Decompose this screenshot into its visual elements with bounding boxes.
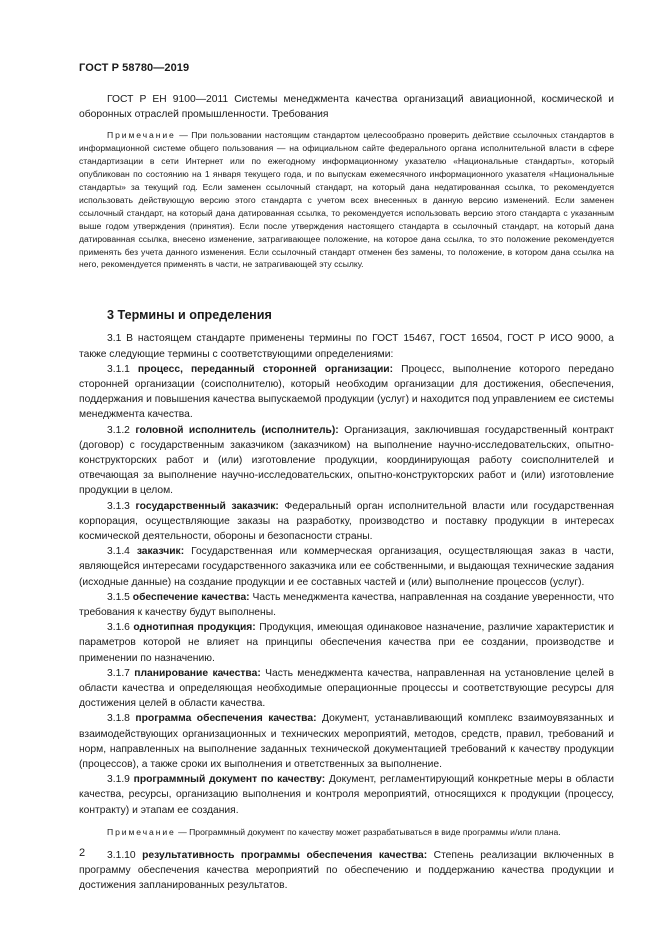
term-entry <box>79 848 614 894</box>
term-number: 3.1.8 <box>107 713 130 725</box>
note-reference-check <box>79 129 614 271</box>
term-number: 3.1.5 <box>107 591 130 603</box>
term-name: программа обеспечения качества: <box>135 713 317 725</box>
term-number: 3.1.3 <box>107 500 130 512</box>
note-label: Примечание <box>107 130 176 141</box>
term-entry <box>79 666 614 712</box>
term-number: 3.1.10 <box>107 849 136 861</box>
term-name: программный документ по качеству: <box>133 774 326 786</box>
term-entry <box>79 499 614 545</box>
term-number: 3.1.4 <box>107 546 130 558</box>
note-text: — При пользовании настоящим стандартом целесообразно проверить действие ссылочных стандартов в информационной системе общего пользования — на официальном сайте федерального органа исполнительной власти в сфере стандартизации в сети Интернет или по ежегодному информационному указателю «Национальные стандарты», который опубликован по состоянию на 1 января текущего года, и по выпускам ежемесячного информационного указателя «Национальные стандарты» за текущий год. Если заменен ссылочный стандарт, на который дана недатированная ссылка, то рекомендуется использовать действующую версию этого стандарта с учетом всех внесенных в данную версию изменений. Если заменен ссылочный стандарт, на который дана датированная ссылка, то рекомендуется использовать версию этого стандарта с указанным выше годом утверждения (принятия). Если после утверждения настоящего стандарта в ссылочный стандарт, на который дана датированная ссылка, внесено изменение, затрагивающее положение, на которое дана ссылка, то это положение рекомендуется применять без учета данного изменения. Если ссылочный стандарт отменен без замены, то положение, в котором дана ссылка на него, рекомендуется применять в части, не затрагивающей эту ссылку. <box>79 130 615 270</box>
term-name: заказчик: <box>136 546 185 558</box>
section-title: 3 Термины и определения <box>107 308 272 323</box>
term-definition: Документ, регламентирующий конкретные меры в области качества, ресурсы, организацию выполнения и контроля мероприятий, относящихся к продукции (процессу, контракту) и этапам ее создания. <box>79 774 614 816</box>
terms-list <box>79 362 614 818</box>
term-definition: Часть менеджмента качества, направленная на создание уверенности, что требования к качеству будут выполнены. <box>79 591 614 619</box>
term-definition: Федеральный орган исполнительной власти или государственная корпорация, осуществляющие заказы на разработку, производство и поставку продукции в интересах космической деятельности, обороны и безопасности страны. <box>79 500 614 543</box>
term-definition: Государственная или коммерческая организация, осуществляющая заказ в части, являющейся интересами государственного заказчика или ее собственными, и выдающая технические задания (исходные данные) на создание продукции и ее составных частей и (или) выполнение процессов (услуг). <box>79 546 614 588</box>
term-definition: Степень реализации включенных в программу обеспечения качества мероприятий по обеспечению и поддержанию качества продукции и достижения запланированных результатов. <box>79 849 614 892</box>
term-name: головной исполнитель (исполнитель): <box>135 424 339 436</box>
term-number: 3.1.2 <box>107 424 130 436</box>
normative-reference: ГОСТ Р ЕН 9100—2011 Системы менеджмента качества организаций авиационной, космической и оборонных отраслей промышленности. Требования <box>79 94 614 121</box>
term-entry <box>79 772 614 818</box>
term-name: планирование качества: <box>134 667 261 679</box>
note-text: — Программный документ по качеству может разрабатываться в виде программы и/или плана. <box>178 826 561 837</box>
terms-intro: 3.1 В настоящем стандарте применены термины по ГОСТ 15467, ГОСТ 16504, ГОСТ Р ИСО 9000, а также следующие термины с соответствующими определениями: <box>79 333 614 360</box>
term-number: 3.1.7 <box>107 667 130 679</box>
term-number: 3.1.1 <box>107 363 130 375</box>
term-entry <box>79 590 614 620</box>
document-code-header: ГОСТ Р 58780—2019 <box>79 62 190 74</box>
term-definition: Продукция, имеющая одинаковое назначение, различие характеристик и параметров которой не влияет на принципы обеспечения качества при ее создании, производстве и применении по назначению. <box>79 622 614 664</box>
term-entry <box>79 423 614 499</box>
term-entry <box>79 620 614 666</box>
term-entry <box>79 711 614 772</box>
page-number: 2 <box>79 847 86 859</box>
term-name: результативность программы обеспечения качества: <box>142 849 428 861</box>
term-definition: Процесс, выполнение которого передано сторонней организации (соисполнителю), который необходим организации для достижения, обеспечения, поддержания и повышения качества выпускаемой продукции (услуг) и находится под управлением ее системы менеджмента качества. <box>79 363 614 421</box>
term-entry <box>79 544 614 590</box>
term-entry <box>79 362 614 423</box>
term-number: 3.1.6 <box>107 622 130 634</box>
term-definition: Часть менеджмента качества, направленная на установление целей в области качества и определяющая необходимые операционные процессы и соответствующие ресурсы для достижения целей в области качества. <box>79 667 614 710</box>
term-name: государственный заказчик: <box>135 500 279 512</box>
term-name: процесс, переданный сторонней организации: <box>137 363 394 375</box>
term-definition: Организация, заключившая государственный контракт (договор) с государственным заказчиком (заказчиком) на выполнение научно-исследовательских, опытно-конструкторских работ и (или) изготовление продукции, координирующая работу соисполнителей и отвечающая за выполнение научно-исследовательских, опытно-конструкторских работ и (или) изготовление продукции в целом. <box>79 424 614 497</box>
term-number: 3.1.9 <box>107 774 130 786</box>
note-program-document <box>79 826 614 839</box>
term-name: однотипная продукция: <box>133 622 256 634</box>
term-name: обеспечение качества: <box>132 591 250 603</box>
term-definition: Документ, устанавливающий комплекс взаимоувязанных и взаимодействующих организационных и технических мероприятий, методов, средств, правил, требований и норм, направленных на выполнение заданных технической документацией требований к качеству продукции (процессов), а также сроки их выполнения и ответственных за выполнение. <box>79 713 614 771</box>
page-content <box>79 92 614 893</box>
note-label: Примечание <box>107 826 176 837</box>
